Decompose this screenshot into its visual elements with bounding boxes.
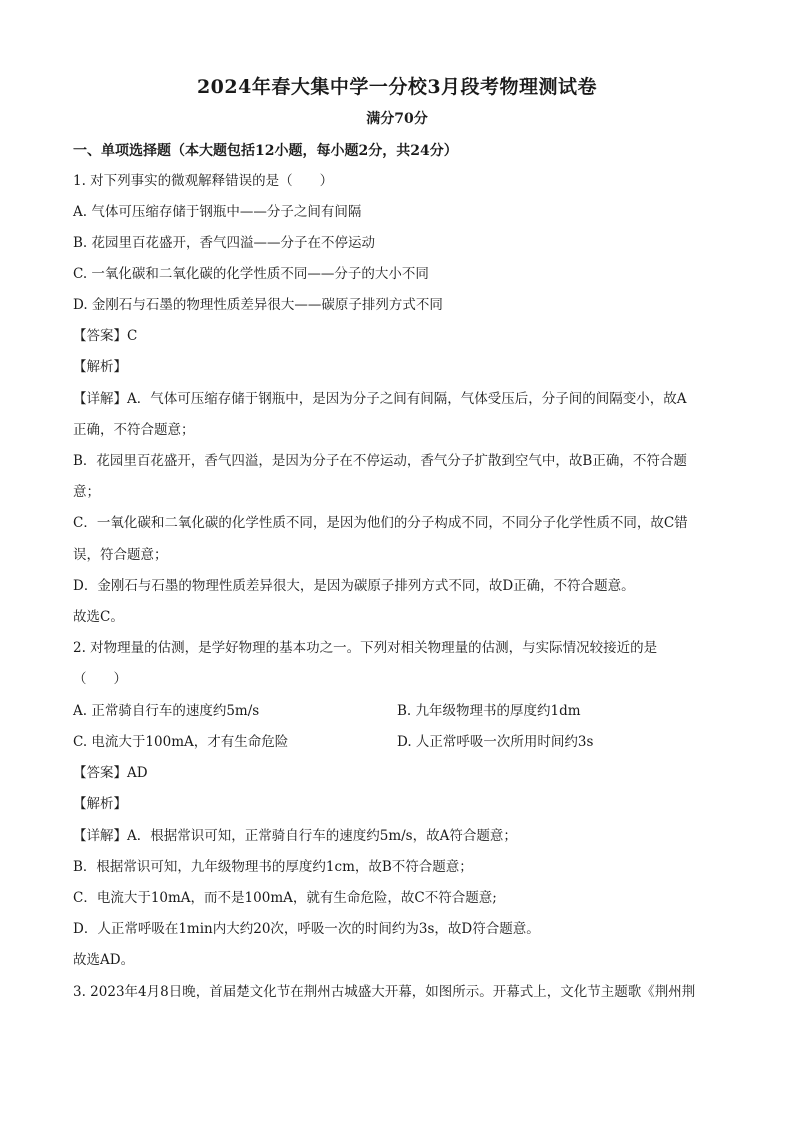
question-2-detail-line: B．根据常识可知，九年级物理书的厚度约1cm，故B不符合题意； [73,859,473,875]
question-2-conclusion: 故选AD。 [73,952,135,968]
question-1-stem: 1. 对下列事实的微观解释错误的是（ ） [73,173,334,189]
question-2-analysis-tag [73,794,127,814]
question-1-detail-line: C．一氧化碳和二氧化碳的化学性质不同，是因为他们的分子构成不同，不同分子化学性质不同，故C错 [73,515,688,531]
page-title: 2024年春大集中学一分校3月段考物理测试卷 [196,76,598,98]
section-heading: 一、单项选择题（本大题包括12小题，每小题2分，共24分） [73,143,458,159]
answer-value: AD [127,765,148,781]
question-1-detail-line: B．花园里百花盛开，香气四溢，是因为分子在不停运动，香气分子扩散到空气中，故B正确，不符合题 [73,453,687,469]
question-1-conclusion: 故选C。 [73,609,124,625]
question-1-detail-line: D．金刚石与石墨的物理性质差异很大，是因为碳原子排列方式不同，故D正确，不符合题意。 [73,578,635,594]
question-1-option-b: B. 花园里百花盛开，香气四溢——分子在不停运动 [73,235,376,251]
question-2-detail-line: D．人正常呼吸在1min内大约20次，呼吸一次的时间约为3s，故D符合题意。 [73,921,540,937]
question-1-detail-line [73,389,687,409]
question-1-option-a: A. 气体可压缩存储于钢瓶中——分子之间有间隔 [73,204,362,220]
detail-text: A．根据常识可知，正常骑自行车的速度约5m/s，故A符合题意； [127,828,517,844]
question-3-stem: 3. 2023年4月8日晚，首届楚文化节在荆州古城盛大开幕，如图所示。开幕式上，文化节主题歌《荆州荆 [73,984,696,1000]
question-1-analysis-tag [73,357,127,377]
question-2-option-b: B. 九年级物理书的厚度约1dm [397,703,581,719]
question-2-detail-line [73,826,517,846]
question-1-detail-line: 正确，不符合题意； [73,422,195,438]
question-1-detail-line: 误，符合题意； [73,547,168,563]
question-1-option-d: D. 金刚石与石墨的物理性质差异很大——碳原子排列方式不同 [73,297,443,313]
answer-tag: 【答案】 [73,765,127,781]
question-1-detail-line: 意； [73,484,100,500]
answer-value: C [127,328,138,344]
answer-tag: 【答案】 [73,328,127,344]
question-2-option-d: D. 人正常呼吸一次所用时间约3s [397,734,594,750]
detail-tag: 【详解】 [73,391,127,407]
detail-text: A．气体可压缩存储于钢瓶中，是因为分子之间有间隔，气体受压后，分子间的间隔变小，故A [127,391,687,407]
question-1-answer [73,326,137,346]
question-2-option-a: A. 正常骑自行车的速度约5m/s [73,703,260,719]
question-1-option-c: C. 一氧化碳和二氧化碳的化学性质不同——分子的大小不同 [73,266,429,282]
question-2-answer [73,763,148,783]
question-2-option-c: C. 电流大于100mA，才有生命危险 [73,734,289,750]
analysis-tag: 【解析】 [73,796,127,812]
full-score-label: 满分70分 [366,111,428,127]
detail-tag: 【详解】 [73,828,127,844]
question-2-stem: 2. 对物理量的估测，是学好物理的基本功之一。下列对相关物理量的估测，与实际情况较接近的是 [73,640,658,656]
question-2-stem-continued: （ ） [73,671,127,687]
question-2-detail-line: C．电流大于10mA，而不是100mA，就有生命危险，故C不符合题意; [73,890,497,906]
analysis-tag: 【解析】 [73,359,127,375]
